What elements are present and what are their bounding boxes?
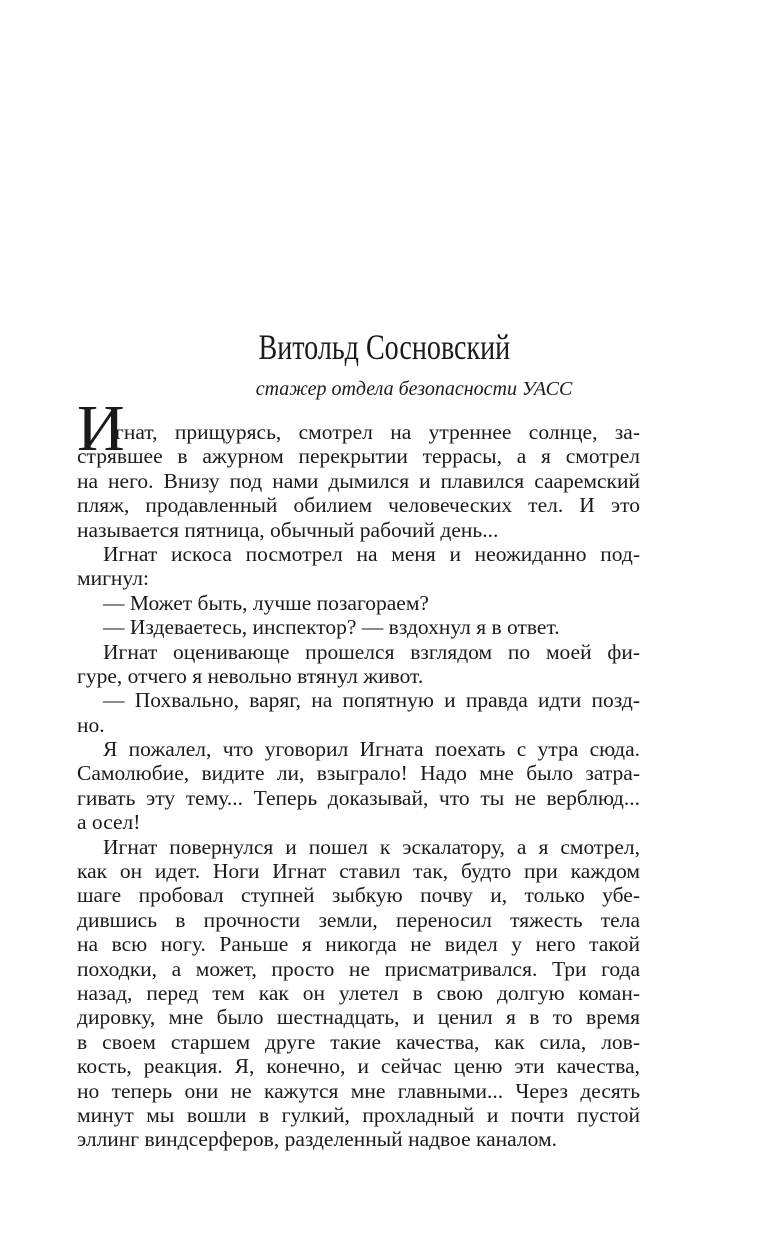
text-line: дировку, мне было шестнадцать, и ценил я в то время [77,1005,640,1030]
text-line: — Издеваетесь, инспектор? — вздохнул я в ответ. [103,615,560,640]
text-line: мигнул: [77,566,149,591]
text-line: на него. Внизу под нами дымился и плавился сааремский [77,468,640,493]
chapter-body [77,392,640,1152]
text-line: Игнат повернулся и пошел к эскалатору, а я смотрел, [103,834,640,859]
author-name: Витольд Сосновский [258,327,510,367]
text-line: стрявшее в ажурном перекрытии террасы, а я смотрел [77,444,640,469]
text-line: но. [77,712,105,737]
text-line: Игнат искоса посмотрел на меня и неожиданно под- [103,541,640,566]
text-line: гуре, отчего я невольно втянул живот. [77,663,424,688]
text-line: в своем старшем друге такие качества, как сила, лов- [77,1029,640,1054]
text-line: гивать эту тему... Теперь доказывай, что ты не верблюд... [77,785,640,810]
text-line: но теперь они не кажутся мне главными... Через десять [77,1078,640,1103]
text-line: шаге пробовал ступней зыбкую почву и, только убе- [77,883,640,908]
text-line: на всю ногу. Раньше я никогда не видел у него такой [77,932,640,957]
text-line: походки, а может, просто не присматривался. Три года [77,956,640,981]
text-line: Я пожалел, что уговорил Игната поехать с утра сюда. [103,737,640,762]
text-line: И гнат, прищурясь, смотрел на утреннее солнце, за- [77,392,640,465]
text-line: дившись в прочности земли, переносил тяжесть тела [77,907,640,932]
text-line: Игнат оценивающе прошелся взглядом по моей фи- [103,639,640,664]
text-line: как он идет. Ноги Игнат ставил так, будто при каждом [77,859,640,884]
text-line: а осел! [77,810,141,835]
chapter-subtitle: стажер отдела безопасности УАСС [255,378,573,400]
text-line: пляж, продавленный обилием человеческих тел. И это [77,493,640,518]
text-line: минут мы вошли в гулкий, прохладный и почти пустой [77,1102,640,1127]
text-line: эллинг виндсерферов, разделенный надвое каналом. [77,1127,557,1152]
text-line: — Похвально, варяг, на попятную и правда идти позд- [103,688,640,713]
text-line: Самолюбие, видите ли, взыграло! Надо мне было затра- [77,761,640,786]
chapter-author-heading [0,326,768,368]
text-line: кость, реакция. Я, конечно, и сейчас ценю эти качества, [77,1054,640,1079]
text-line: — Может быть, лучше позагораем? [103,590,429,615]
text-line: назад, перед тем как он улетел в свою долгую коман- [77,980,640,1005]
drop-cap: И [77,392,125,465]
text-line: называется пятница, обычный рабочий день... [77,517,499,542]
